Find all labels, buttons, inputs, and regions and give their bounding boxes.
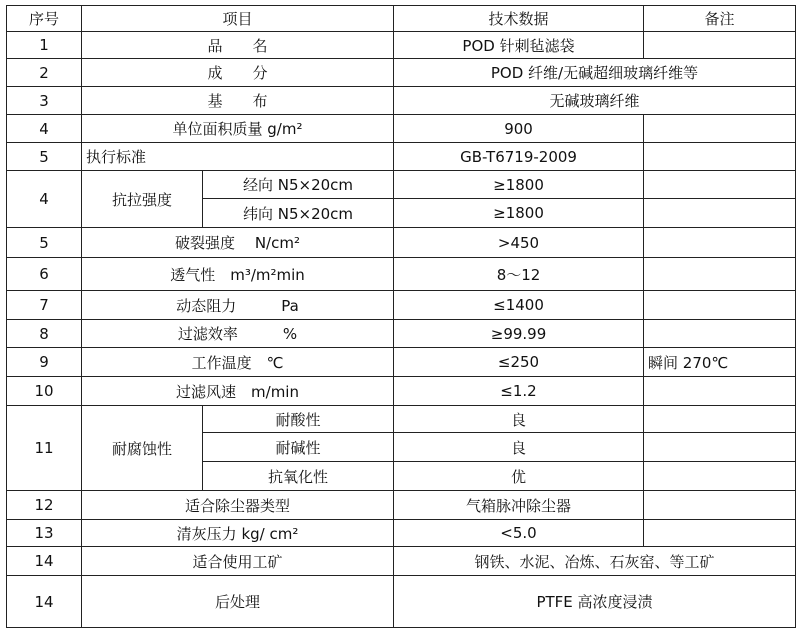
row-no: 1	[7, 32, 82, 59]
row-value: POD 针刺毡滤袋	[394, 32, 644, 59]
table-row	[7, 348, 796, 377]
row-no: 11	[7, 406, 82, 491]
row-remark: 瞬间 270℃	[644, 348, 796, 377]
row-value: 良	[394, 433, 644, 462]
table-row	[7, 32, 796, 59]
row-no: 14	[7, 576, 82, 628]
row-value: 良	[394, 406, 644, 433]
row-value: 900	[394, 115, 644, 143]
row-no: 8	[7, 320, 82, 348]
header-no: 序号	[7, 6, 82, 32]
row-item: 过滤效率 %	[82, 320, 394, 348]
row-no: 6	[7, 258, 82, 291]
table-row	[7, 520, 796, 547]
row-value: POD 纤维/无碱超细玻璃纤维等	[394, 59, 796, 87]
sub-item-label: 经向 N5×20cm	[203, 171, 394, 199]
row-remark	[644, 520, 796, 547]
row-value: GB-T6719-2009	[394, 143, 644, 171]
table-row	[7, 143, 796, 171]
row-item: 后处理	[82, 576, 394, 628]
row-no: 10	[7, 377, 82, 406]
row-item: 基 布	[82, 87, 394, 115]
table-row	[7, 171, 796, 199]
row-remark	[644, 143, 796, 171]
header-item: 项目	[82, 6, 394, 32]
row-value: 8～12	[394, 258, 644, 291]
row-remark	[644, 462, 796, 491]
sub-item-label: 耐碱性	[203, 433, 394, 462]
row-remark	[644, 32, 796, 59]
table-row	[7, 228, 796, 258]
row-value: ≤250	[394, 348, 644, 377]
row-value: 钢铁、水泥、冶炼、石灰窑、等工矿	[394, 547, 796, 576]
table-row	[7, 547, 796, 576]
table-row	[7, 291, 796, 320]
row-item: 品 名	[82, 32, 394, 59]
row-item: 耐腐蚀性	[82, 406, 203, 491]
row-item: 适合除尘器类型	[82, 491, 394, 520]
row-no: 7	[7, 291, 82, 320]
row-value: ≥1800	[394, 199, 644, 228]
row-item: 执行标准	[82, 143, 394, 171]
table-row	[7, 87, 796, 115]
row-item: 适合使用工矿	[82, 547, 394, 576]
sub-item-label: 抗氧化性	[203, 462, 394, 491]
row-item: 动态阻力 Pa	[82, 291, 394, 320]
row-value: ≤1.2	[394, 377, 644, 406]
row-no: 12	[7, 491, 82, 520]
row-remark	[644, 377, 796, 406]
row-item: 工作温度 ℃	[82, 348, 394, 377]
row-value: 优	[394, 462, 644, 491]
row-item: 清灰压力 kg/ cm²	[82, 520, 394, 547]
row-value: <5.0	[394, 520, 644, 547]
row-value: >450	[394, 228, 644, 258]
row-item: 抗拉强度	[82, 171, 203, 228]
table-row	[7, 491, 796, 520]
row-item: 破裂强度 N/cm²	[82, 228, 394, 258]
header-data: 技术数据	[394, 6, 644, 32]
row-remark	[644, 258, 796, 291]
row-remark	[644, 291, 796, 320]
sub-item-label: 纬向 N5×20cm	[203, 199, 394, 228]
row-remark	[644, 171, 796, 199]
header-remark: 备注	[644, 6, 796, 32]
row-remark	[644, 115, 796, 143]
row-item: 单位面积质量 g/m²	[82, 115, 394, 143]
row-no: 14	[7, 547, 82, 576]
row-value: 气箱脉冲除尘器	[394, 491, 644, 520]
table-row	[7, 406, 796, 433]
row-remark	[644, 228, 796, 258]
row-remark	[644, 320, 796, 348]
row-remark	[644, 199, 796, 228]
table-row	[7, 115, 796, 143]
row-no: 4	[7, 115, 82, 143]
row-value: ≥99.99	[394, 320, 644, 348]
table-row	[7, 320, 796, 348]
row-item: 过滤风速 m/min	[82, 377, 394, 406]
row-remark	[644, 433, 796, 462]
row-remark	[644, 491, 796, 520]
row-no: 2	[7, 59, 82, 87]
table-row	[7, 258, 796, 291]
table-row	[7, 59, 796, 87]
row-value: ≥1800	[394, 171, 644, 199]
row-value: ≤1400	[394, 291, 644, 320]
row-value: 无碱玻璃纤维	[394, 87, 796, 115]
row-no: 3	[7, 87, 82, 115]
row-item: 成 分	[82, 59, 394, 87]
row-no: 5	[7, 228, 82, 258]
spec-table	[6, 5, 796, 628]
row-no: 4	[7, 171, 82, 228]
table-row	[7, 377, 796, 406]
row-no: 13	[7, 520, 82, 547]
row-value: PTFE 高浓度浸渍	[394, 576, 796, 628]
row-item: 透气性 m³/m²min	[82, 258, 394, 291]
table-row	[7, 576, 796, 628]
row-no: 5	[7, 143, 82, 171]
header-row	[7, 6, 796, 32]
sub-item-label: 耐酸性	[203, 406, 394, 433]
row-no: 9	[7, 348, 82, 377]
row-remark	[644, 406, 796, 433]
